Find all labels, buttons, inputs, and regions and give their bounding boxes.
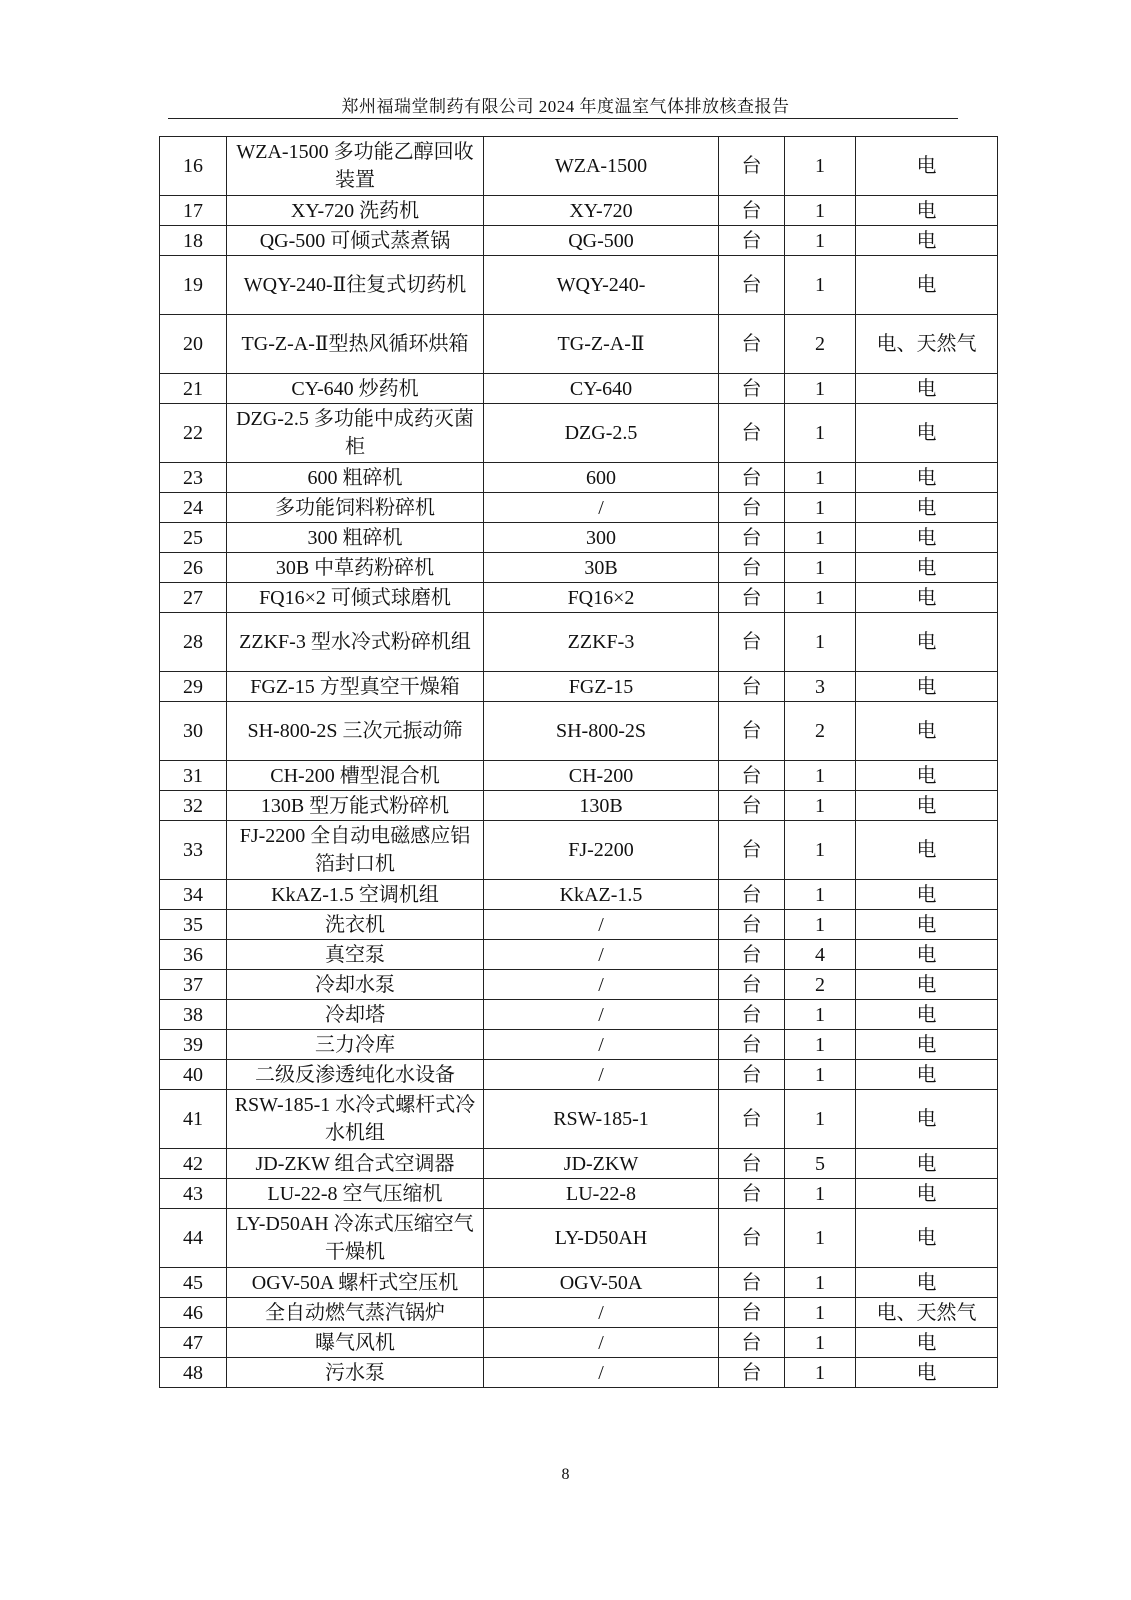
equipment-quantity: 2 xyxy=(785,315,856,374)
equipment-model: WQY-240- xyxy=(484,256,719,315)
equipment-name: FQ16×2 可倾式球磨机 xyxy=(227,583,484,613)
equipment-model: LY-D50AH xyxy=(484,1209,719,1268)
equipment-name: SH-800-2S 三次元振动筛 xyxy=(227,702,484,761)
table-row xyxy=(160,791,998,821)
energy-type: 电、天然气 xyxy=(856,1298,998,1328)
row-number: 31 xyxy=(160,761,227,791)
energy-type: 电 xyxy=(856,463,998,493)
equipment-quantity: 2 xyxy=(785,970,856,1000)
table-row xyxy=(160,493,998,523)
equipment-unit: 台 xyxy=(719,1268,785,1298)
equipment-unit: 台 xyxy=(719,1358,785,1388)
equipment-model: KkAZ-1.5 xyxy=(484,880,719,910)
equipment-name: DZG-2.5 多功能中成药灭菌柜 xyxy=(227,404,484,463)
table-row xyxy=(160,463,998,493)
equipment-model: / xyxy=(484,493,719,523)
table-row xyxy=(160,226,998,256)
energy-type: 电 xyxy=(856,672,998,702)
equipment-quantity: 5 xyxy=(785,1149,856,1179)
equipment-model: DZG-2.5 xyxy=(484,404,719,463)
equipment-unit: 台 xyxy=(719,493,785,523)
energy-type: 电 xyxy=(856,1030,998,1060)
equipment-quantity: 1 xyxy=(785,553,856,583)
equipment-quantity: 1 xyxy=(785,1090,856,1149)
energy-type: 电 xyxy=(856,404,998,463)
table-row xyxy=(160,821,998,880)
equipment-quantity: 1 xyxy=(785,1179,856,1209)
equipment-quantity: 1 xyxy=(785,791,856,821)
table-row xyxy=(160,1149,998,1179)
energy-type: 电 xyxy=(856,761,998,791)
equipment-unit: 台 xyxy=(719,791,785,821)
table-row xyxy=(160,940,998,970)
equipment-model: 130B xyxy=(484,791,719,821)
equipment-model: 30B xyxy=(484,553,719,583)
energy-type: 电 xyxy=(856,910,998,940)
equipment-model: / xyxy=(484,910,719,940)
equipment-quantity: 1 xyxy=(785,1030,856,1060)
equipment-quantity: 1 xyxy=(785,761,856,791)
equipment-name: FGZ-15 方型真空干燥箱 xyxy=(227,672,484,702)
equipment-model: QG-500 xyxy=(484,226,719,256)
energy-type: 电 xyxy=(856,1060,998,1090)
row-number: 27 xyxy=(160,583,227,613)
row-number: 40 xyxy=(160,1060,227,1090)
equipment-unit: 台 xyxy=(719,1149,785,1179)
row-number: 39 xyxy=(160,1030,227,1060)
energy-type: 电 xyxy=(856,583,998,613)
equipment-name: 污水泵 xyxy=(227,1358,484,1388)
table-row xyxy=(160,256,998,315)
row-number: 29 xyxy=(160,672,227,702)
row-number: 19 xyxy=(160,256,227,315)
energy-type: 电 xyxy=(856,1149,998,1179)
equipment-model: / xyxy=(484,1000,719,1030)
equipment-name: 130B 型万能式粉碎机 xyxy=(227,791,484,821)
row-number: 36 xyxy=(160,940,227,970)
equipment-model: / xyxy=(484,1060,719,1090)
table-row xyxy=(160,702,998,761)
equipment-name: TG-Z-A-Ⅱ型热风循环烘箱 xyxy=(227,315,484,374)
row-number: 45 xyxy=(160,1268,227,1298)
header-divider xyxy=(168,118,958,119)
equipment-unit: 台 xyxy=(719,1298,785,1328)
equipment-unit: 台 xyxy=(719,672,785,702)
equipment-model: / xyxy=(484,940,719,970)
equipment-name: 300 粗碎机 xyxy=(227,523,484,553)
equipment-quantity: 1 xyxy=(785,1209,856,1268)
equipment-name: LY-D50AH 冷冻式压缩空气干燥机 xyxy=(227,1209,484,1268)
table-row xyxy=(160,1090,998,1149)
table-row xyxy=(160,1298,998,1328)
table-row xyxy=(160,910,998,940)
equipment-model: LU-22-8 xyxy=(484,1179,719,1209)
row-number: 42 xyxy=(160,1149,227,1179)
energy-type: 电 xyxy=(856,791,998,821)
equipment-model: ZZKF-3 xyxy=(484,613,719,672)
row-number: 38 xyxy=(160,1000,227,1030)
equipment-model: JD-ZKW xyxy=(484,1149,719,1179)
table-row xyxy=(160,404,998,463)
equipment-unit: 台 xyxy=(719,583,785,613)
equipment-quantity: 1 xyxy=(785,613,856,672)
equipment-name: RSW-185-1 水冷式螺杆式冷水机组 xyxy=(227,1090,484,1149)
equipment-quantity: 3 xyxy=(785,672,856,702)
equipment-model: OGV-50A xyxy=(484,1268,719,1298)
row-number: 16 xyxy=(160,137,227,196)
equipment-name: KkAZ-1.5 空调机组 xyxy=(227,880,484,910)
equipment-quantity: 1 xyxy=(785,226,856,256)
energy-type: 电 xyxy=(856,702,998,761)
table-row xyxy=(160,880,998,910)
row-number: 33 xyxy=(160,821,227,880)
equipment-quantity: 1 xyxy=(785,463,856,493)
equipment-unit: 台 xyxy=(719,1090,785,1149)
equipment-unit: 台 xyxy=(719,702,785,761)
equipment-model: CY-640 xyxy=(484,374,719,404)
energy-type: 电 xyxy=(856,1179,998,1209)
energy-type: 电 xyxy=(856,940,998,970)
equipment-quantity: 1 xyxy=(785,196,856,226)
table-row xyxy=(160,196,998,226)
equipment-unit: 台 xyxy=(719,821,785,880)
table-row xyxy=(160,1358,998,1388)
equipment-table-body xyxy=(160,137,998,1388)
row-number: 48 xyxy=(160,1358,227,1388)
energy-type: 电 xyxy=(856,196,998,226)
equipment-model: WZA-1500 xyxy=(484,137,719,196)
equipment-name: FJ-2200 全自动电磁感应铝箔封口机 xyxy=(227,821,484,880)
equipment-quantity: 1 xyxy=(785,821,856,880)
equipment-unit: 台 xyxy=(719,196,785,226)
equipment-unit: 台 xyxy=(719,137,785,196)
equipment-unit: 台 xyxy=(719,613,785,672)
equipment-model: TG-Z-A-Ⅱ xyxy=(484,315,719,374)
equipment-model: / xyxy=(484,1328,719,1358)
equipment-model: XY-720 xyxy=(484,196,719,226)
equipment-unit: 台 xyxy=(719,1000,785,1030)
equipment-unit: 台 xyxy=(719,553,785,583)
row-number: 47 xyxy=(160,1328,227,1358)
equipment-name: LU-22-8 空气压缩机 xyxy=(227,1179,484,1209)
energy-type: 电 xyxy=(856,1358,998,1388)
energy-type: 电 xyxy=(856,137,998,196)
table-row xyxy=(160,1000,998,1030)
row-number: 17 xyxy=(160,196,227,226)
equipment-name: 二级反渗透纯化水设备 xyxy=(227,1060,484,1090)
table-row xyxy=(160,1060,998,1090)
equipment-unit: 台 xyxy=(719,523,785,553)
table-row xyxy=(160,137,998,196)
equipment-name: 曝气风机 xyxy=(227,1328,484,1358)
row-number: 46 xyxy=(160,1298,227,1328)
row-number: 28 xyxy=(160,613,227,672)
equipment-quantity: 1 xyxy=(785,493,856,523)
equipment-model: / xyxy=(484,970,719,1000)
row-number: 21 xyxy=(160,374,227,404)
equipment-name: OGV-50A 螺杆式空压机 xyxy=(227,1268,484,1298)
equipment-unit: 台 xyxy=(719,940,785,970)
equipment-model: FJ-2200 xyxy=(484,821,719,880)
energy-type: 电 xyxy=(856,374,998,404)
energy-type: 电 xyxy=(856,1328,998,1358)
equipment-quantity: 1 xyxy=(785,583,856,613)
row-number: 43 xyxy=(160,1179,227,1209)
energy-type: 电 xyxy=(856,880,998,910)
equipment-unit: 台 xyxy=(719,910,785,940)
energy-type: 电 xyxy=(856,1000,998,1030)
equipment-name: 真空泵 xyxy=(227,940,484,970)
equipment-name: ZZKF-3 型水冷式粉碎机组 xyxy=(227,613,484,672)
table-row xyxy=(160,374,998,404)
table-row xyxy=(160,613,998,672)
row-number: 32 xyxy=(160,791,227,821)
equipment-name: 全自动燃气蒸汽锅炉 xyxy=(227,1298,484,1328)
equipment-quantity: 4 xyxy=(785,940,856,970)
equipment-unit: 台 xyxy=(719,374,785,404)
equipment-name: XY-720 洗药机 xyxy=(227,196,484,226)
equipment-quantity: 1 xyxy=(785,523,856,553)
energy-type: 电 xyxy=(856,493,998,523)
energy-type: 电 xyxy=(856,226,998,256)
equipment-model: FQ16×2 xyxy=(484,583,719,613)
equipment-name: 多功能饲料粉碎机 xyxy=(227,493,484,523)
row-number: 26 xyxy=(160,553,227,583)
equipment-name: CY-640 炒药机 xyxy=(227,374,484,404)
equipment-name: JD-ZKW 组合式空调器 xyxy=(227,1149,484,1179)
table-row xyxy=(160,970,998,1000)
row-number: 35 xyxy=(160,910,227,940)
row-number: 44 xyxy=(160,1209,227,1268)
equipment-name: CH-200 槽型混合机 xyxy=(227,761,484,791)
equipment-unit: 台 xyxy=(719,463,785,493)
energy-type: 电 xyxy=(856,553,998,583)
equipment-name: 冷却塔 xyxy=(227,1000,484,1030)
equipment-quantity: 1 xyxy=(785,1060,856,1090)
page-number: 8 xyxy=(561,1466,570,1483)
row-number: 18 xyxy=(160,226,227,256)
page-header: 郑州福瑞堂制药有限公司 2024 年度温室气体排放核查报告 xyxy=(341,97,790,116)
table-row xyxy=(160,1030,998,1060)
equipment-quantity: 1 xyxy=(785,137,856,196)
row-number: 41 xyxy=(160,1090,227,1149)
equipment-unit: 台 xyxy=(719,315,785,374)
equipment-unit: 台 xyxy=(719,761,785,791)
energy-type: 电 xyxy=(856,256,998,315)
equipment-name: 冷却水泵 xyxy=(227,970,484,1000)
equipment-unit: 台 xyxy=(719,1060,785,1090)
row-number: 23 xyxy=(160,463,227,493)
energy-type: 电 xyxy=(856,523,998,553)
equipment-unit: 台 xyxy=(719,1328,785,1358)
equipment-unit: 台 xyxy=(719,226,785,256)
row-number: 20 xyxy=(160,315,227,374)
equipment-unit: 台 xyxy=(719,404,785,463)
equipment-name: QG-500 可倾式蒸煮锅 xyxy=(227,226,484,256)
table-row xyxy=(160,761,998,791)
equipment-name: WZA-1500 多功能乙醇回收装置 xyxy=(227,137,484,196)
energy-type: 电 xyxy=(856,613,998,672)
equipment-table xyxy=(159,136,998,1388)
equipment-name: 洗衣机 xyxy=(227,910,484,940)
equipment-model: FGZ-15 xyxy=(484,672,719,702)
equipment-quantity: 1 xyxy=(785,880,856,910)
equipment-model: RSW-185-1 xyxy=(484,1090,719,1149)
equipment-quantity: 1 xyxy=(785,1268,856,1298)
equipment-model: CH-200 xyxy=(484,761,719,791)
energy-type: 电 xyxy=(856,1268,998,1298)
equipment-quantity: 1 xyxy=(785,1298,856,1328)
row-number: 37 xyxy=(160,970,227,1000)
equipment-unit: 台 xyxy=(719,1209,785,1268)
table-row xyxy=(160,672,998,702)
equipment-unit: 台 xyxy=(719,1179,785,1209)
equipment-quantity: 1 xyxy=(785,1358,856,1388)
table-row xyxy=(160,1328,998,1358)
row-number: 24 xyxy=(160,493,227,523)
table-row xyxy=(160,583,998,613)
equipment-name: 600 粗碎机 xyxy=(227,463,484,493)
equipment-quantity: 1 xyxy=(785,374,856,404)
equipment-model: 300 xyxy=(484,523,719,553)
table-row xyxy=(160,1209,998,1268)
table-row xyxy=(160,315,998,374)
energy-type: 电 xyxy=(856,970,998,1000)
equipment-model: SH-800-2S xyxy=(484,702,719,761)
table-row xyxy=(160,553,998,583)
energy-type: 电、天然气 xyxy=(856,315,998,374)
equipment-quantity: 2 xyxy=(785,702,856,761)
equipment-quantity: 1 xyxy=(785,404,856,463)
equipment-model: / xyxy=(484,1298,719,1328)
row-number: 22 xyxy=(160,404,227,463)
equipment-unit: 台 xyxy=(719,970,785,1000)
equipment-name: WQY-240-Ⅱ往复式切药机 xyxy=(227,256,484,315)
equipment-model: 600 xyxy=(484,463,719,493)
row-number: 34 xyxy=(160,880,227,910)
energy-type: 电 xyxy=(856,821,998,880)
row-number: 30 xyxy=(160,702,227,761)
equipment-name: 30B 中草药粉碎机 xyxy=(227,553,484,583)
table-row xyxy=(160,1268,998,1298)
table-row xyxy=(160,523,998,553)
equipment-quantity: 1 xyxy=(785,910,856,940)
table-row xyxy=(160,1179,998,1209)
equipment-unit: 台 xyxy=(719,256,785,315)
row-number: 25 xyxy=(160,523,227,553)
equipment-quantity: 1 xyxy=(785,256,856,315)
equipment-quantity: 1 xyxy=(785,1000,856,1030)
energy-type: 电 xyxy=(856,1090,998,1149)
equipment-name: 三力冷库 xyxy=(227,1030,484,1060)
energy-type: 电 xyxy=(856,1209,998,1268)
equipment-unit: 台 xyxy=(719,1030,785,1060)
equipment-quantity: 1 xyxy=(785,1328,856,1358)
equipment-model: / xyxy=(484,1358,719,1388)
equipment-model: / xyxy=(484,1030,719,1060)
equipment-unit: 台 xyxy=(719,880,785,910)
